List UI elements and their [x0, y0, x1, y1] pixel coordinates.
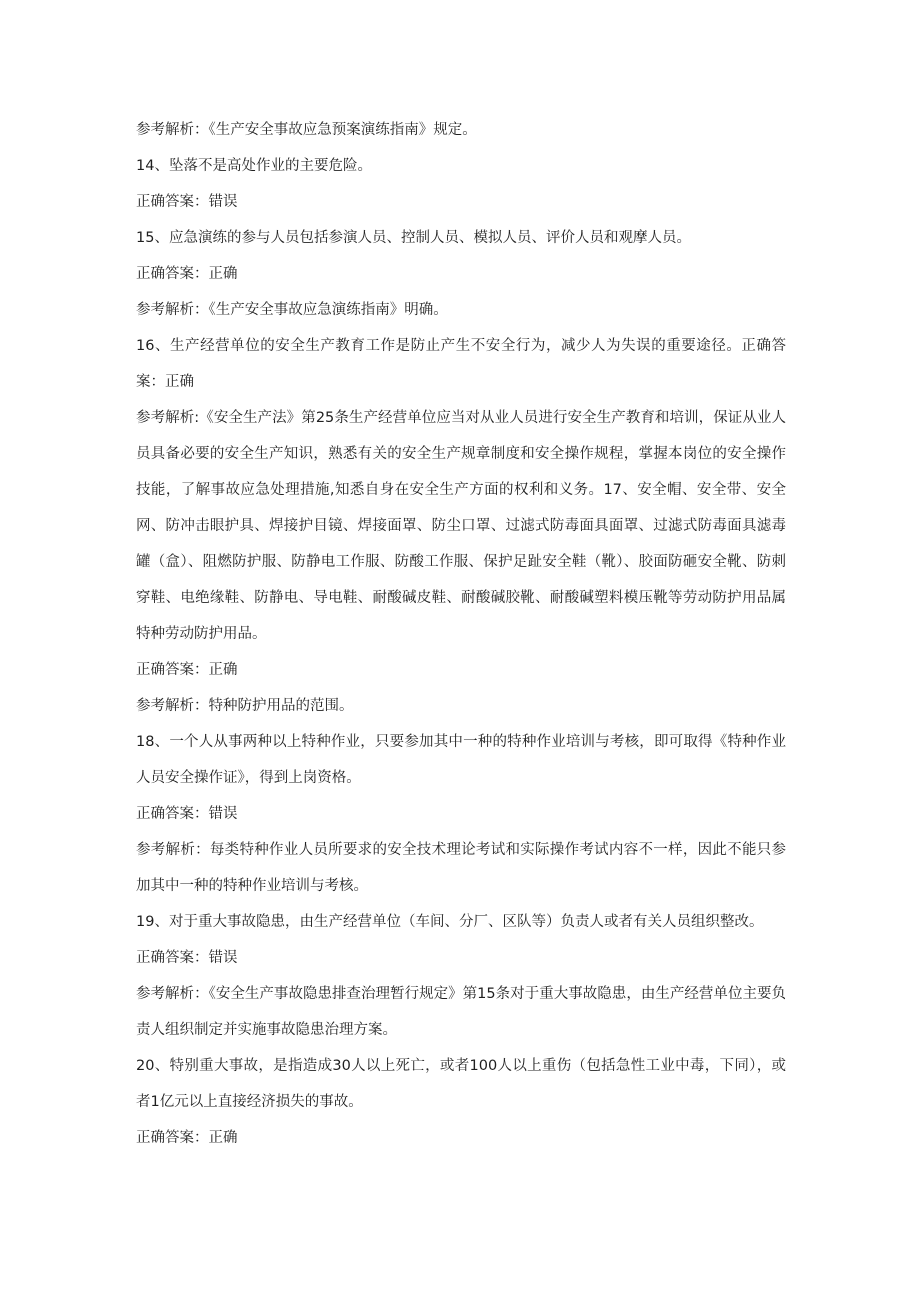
question-19: 19、对于重大事故隐患，由生产经营单位（车间、分厂、区队等）负责人或者有关人员组织整改。 [136, 914, 764, 930]
answer-19: 正确答案：错误 [136, 950, 238, 966]
document-body [136, 112, 786, 1156]
answer-18: 正确答案：错误 [136, 806, 238, 822]
explanation-18: 参考解析：每类特种作业人员所要求的安全技术理论考试和实际操作考试内容不一样，因此不能只参加其中一种的特种作业培训与考核。 [136, 842, 786, 894]
explanation-15: 参考解析：《生产安全事故应急演练指南》明确。 [136, 302, 448, 318]
explanation-13: 参考解析：《生产安全事故应急预案演练指南》规定。 [136, 122, 477, 138]
answer-15: 正确答案：正确 [136, 266, 238, 282]
explanation-17: 参考解析：特种防护用品的范围。 [136, 698, 354, 714]
explanation-19: 参考解析：《安全生产事故隐患排查治理暂行规定》第15条对于重大事故隐患，由生产经营单位主要负责人组织制定并实施事故隐患治理方案。 [136, 986, 786, 1038]
answer-17: 正确答案：正确 [136, 662, 238, 678]
question-15: 15、应急演练的参与人员包括参演人员、控制人员、模拟人员、评价人员和观摩人员。 [136, 230, 691, 246]
answer-20: 正确答案：正确 [136, 1130, 238, 1146]
question-16: 16、生产经营单位的安全生产教育工作是防止产生不安全行为，减少人为失误的重要途径。正确答案：正确 [136, 338, 786, 390]
explanation-16: 参考解析:《安全生产法》第25条生产经营单位应当对从业人员进行安全生产教育和培训，保证从业人员具备必要的安全生产知识，熟悉有关的安全生产规章制度和安全操作规程，掌握本岗位的安全操作技能，了解事故应急处理措施,知悉自身在安全生产方面的权利和义务。17、安全帽、安全带、安全网、防冲击眼护具、焊接护目镜、焊接面罩、防尘口罩、过滤式防毒面具面罩、过滤式防毒面具滤毒罐（盒）、阻燃防护服、防静电工作服、防酸工作服、保护足趾安全鞋（靴）、胶面防砸安全靴、防刺穿鞋、电绝缘鞋、防静电、导电鞋、耐酸碱皮鞋、耐酸碱胶靴、耐酸碱塑料模压靴等劳动防护用品属特种劳动防护用品。 [136, 410, 786, 642]
answer-14: 正确答案：错误 [136, 194, 238, 210]
question-14: 14、坠落不是高处作业的主要危险。 [136, 158, 372, 174]
question-20: 20、特别重大事故，是指造成30人以上死亡，或者100人以上重伤（包括急性工业中毒，下同），或者1亿元以上直接经济损失的事故。 [136, 1058, 786, 1110]
question-18: 18、一个人从事两种以上特种作业，只要参加其中一种的特种作业培训与考核，即可取得《特种作业人员安全操作证》，得到上岗资格。 [136, 734, 786, 786]
